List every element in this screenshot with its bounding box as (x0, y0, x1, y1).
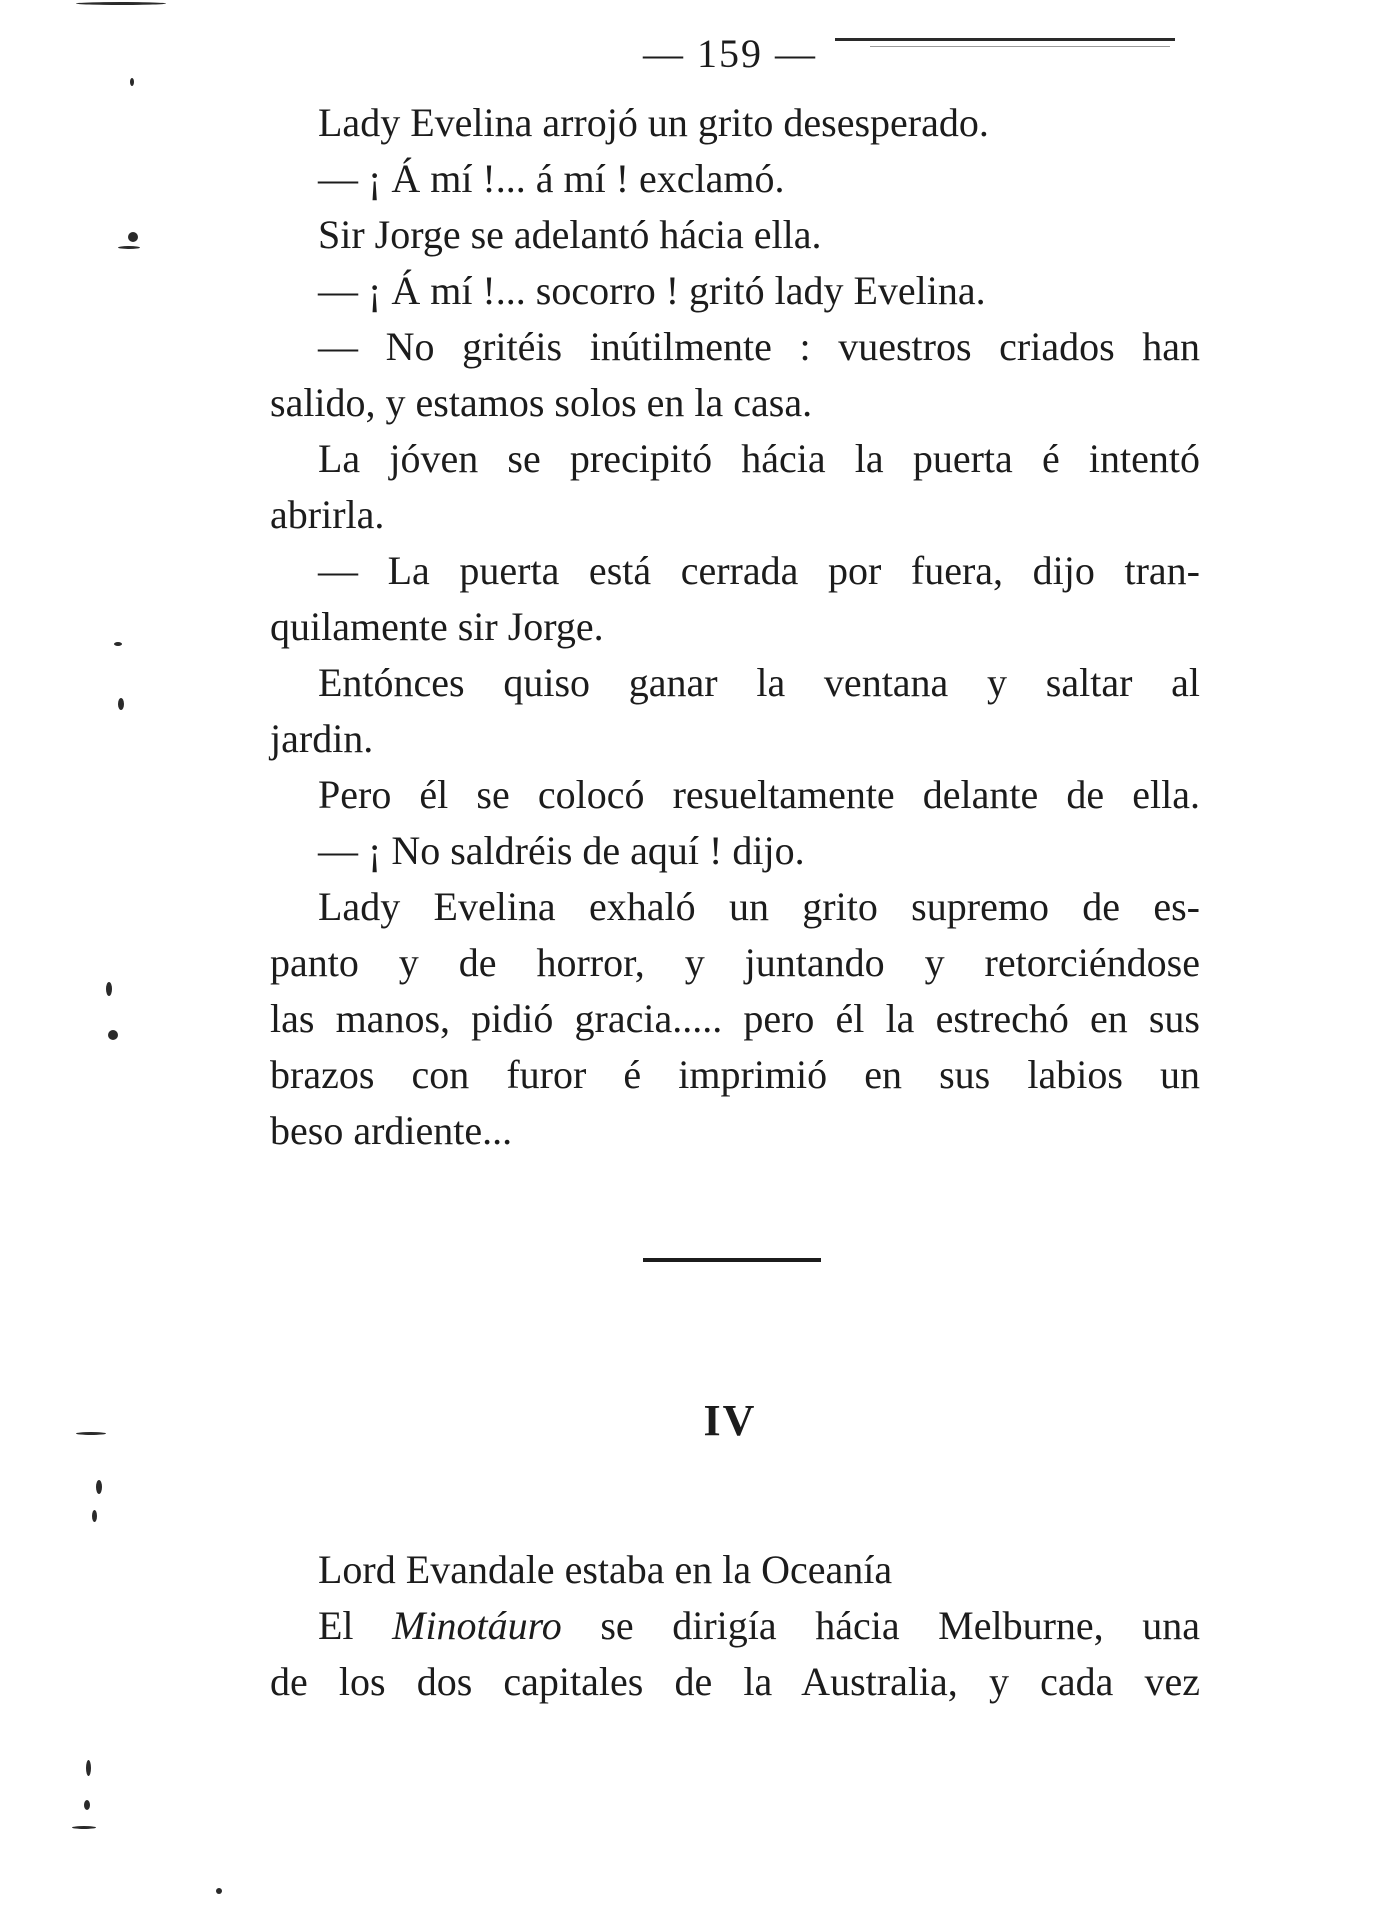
text-run: se dirigía hácia Melburne, una (561, 1603, 1201, 1648)
margin-speck (84, 1800, 90, 1810)
margin-speck (128, 232, 138, 242)
margin-speck (118, 246, 140, 249)
margin-speck (108, 1030, 118, 1040)
text-line: Sir Jorge se adelantó hácia ella. (318, 212, 822, 257)
chapter-heading: IV (703, 1396, 757, 1445)
text-line: Lady Evelina arrojó un grito desesperado. (318, 100, 989, 145)
text-line: quilamente sir Jorge. (270, 604, 604, 649)
body-text-part-1 (270, 95, 1200, 1159)
text-line-with-italic (270, 1598, 1200, 1654)
text-line: — ¡ Á mí !... socorro ! gritó lady Evelina. (318, 268, 986, 313)
header-rule-thin (870, 46, 1170, 47)
text-line: La jóven se precipitó hácia la puerta é intentó (318, 436, 1200, 481)
section-separator (643, 1258, 821, 1262)
page-number: — 159 — (643, 31, 817, 76)
text-line: las manos, pidió gracia..... pero él la estrechó en sus (270, 996, 1200, 1041)
margin-speck (216, 1888, 222, 1894)
text-line: Entónces quiso ganar la ventana y saltar al (318, 660, 1200, 705)
margin-speck (76, 2, 166, 5)
margin-speck (76, 1432, 106, 1435)
text-line: salido, y estamos solos en la casa. (270, 380, 813, 425)
text-line: beso ardiente... (270, 1108, 513, 1153)
body-text-part-2 (270, 1542, 1200, 1710)
text-line: de los dos capitales de la Australia, y cada vez (270, 1659, 1200, 1704)
text-line: — No gritéis inútilmente : vuestros criados han (318, 324, 1200, 369)
text-line: panto y de horror, y juntando y retorciéndose (270, 940, 1200, 985)
margin-speck (118, 698, 124, 710)
text-line: — ¡ No saldréis de aquí ! dijo. (318, 828, 805, 873)
margin-speck (96, 1480, 102, 1494)
margin-speck (86, 1760, 91, 1776)
text-line: jardin. (270, 716, 374, 761)
text-line: — ¡ Á mí !... á mí ! exclamó. (318, 156, 785, 201)
text-line: Lord Evandale estaba en la Oceanía (318, 1547, 893, 1592)
italic-title: Minotáuro (392, 1603, 562, 1648)
margin-speck (106, 982, 112, 996)
text-line: abrirla. (270, 492, 385, 537)
margin-speck (114, 642, 122, 646)
header-rule (835, 38, 1175, 41)
text-run: El (318, 1603, 393, 1648)
text-line: Pero él se colocó resueltamente delante de ella. (318, 772, 1200, 817)
margin-speck (92, 1510, 97, 1522)
margin-speck (130, 78, 134, 86)
margin-speck (72, 1826, 96, 1829)
text-line: — La puerta está cerrada por fuera, dijo tran- (318, 548, 1200, 593)
text-line: Lady Evelina exhaló un grito supremo de es- (318, 884, 1200, 929)
text-line: brazos con furor é imprimió en sus labios un (270, 1052, 1200, 1097)
